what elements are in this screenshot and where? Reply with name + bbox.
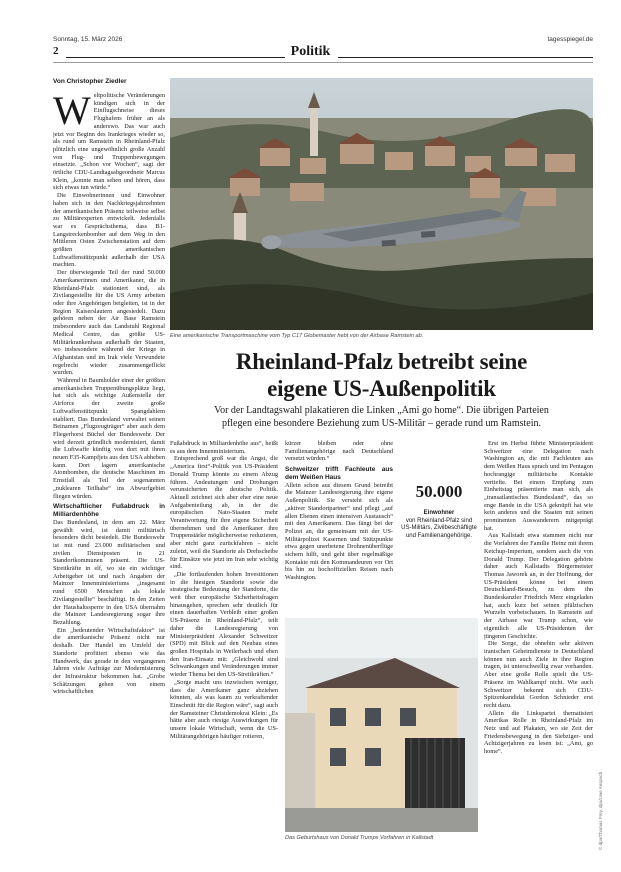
article-column-4 xyxy=(484,440,593,852)
site-name: tagesspiegel.de xyxy=(547,36,593,43)
article-column-2 xyxy=(170,440,278,852)
article-paragraph: „Die fortlaufenden hohen Investitionen in die hiesigen Standorte sowie die strategische Bedeutung der Standorte, die weit über europäische Sicherheitsfragen hinausgehen, sprechen sehr deutlich für einen dauerhaften Verbleib einer großen US-Präsenz in Rheinland-Pfalz“, teilt daher die Landesregierung von Ministerpräsident Alexander Schweitzer (SPD) mit Blick auf den Neubau eines großen Hospitals in Weilerbach und eben den Iran-Einsatz mit: „Gleichwohl sind Schwankungen und Veränderungen immer wieder Thema bei den US-Streitkräften.“ xyxy=(170,570,278,679)
house-photo xyxy=(285,618,478,832)
infobox-text: von Rheinland-Pfalz sind US-Militärs, Zivilbeschäftigte und Familienangehörige. xyxy=(401,518,477,539)
top-photo-caption: Eine amerikanische Transportmaschine vom Typ C17 Globemaster hebt von der Airbase Ramstein ab. xyxy=(170,333,424,339)
issue-date: Sonntag, 15. März 2026 xyxy=(53,36,123,43)
author-byline: Von Christopher Ziedler xyxy=(53,78,127,85)
article-paragraph: „Sorge macht uns inzwischen weniger, dass die Amerikaner ganz abziehen könnten, als was kaum zu verkraftender Einschnitt für die Region wäre“, sagt auch der Ramsteiner Christdemokrat Klein: „Es hätte aber auch riesige Auswirkungen für unsere lokale Wirtschaft, wenn die US-Militärangehörigen häufiger rotieren, xyxy=(170,678,278,740)
header-rule-right xyxy=(338,57,593,58)
article-intro: eltpolitische Veränderungen kündigen sich in der Einflugschneise dieses Flughafens früher an als anderswo. Das war auch jetzt vor Beginn des Irankrieges wieder so, als rund um Ramstein in Rheinland-Pfalz plötzlich eine ungewöhnlich große Anzahl von Flug- und Truppenbewegungen einsetzte. „Schon vor Wochen“, sagt der örtliche CDU-Landtagsabgeordnete Marcus Klein, „konnte man sehen und hören, dass sich etwas tun würde.“ xyxy=(53,92,165,192)
article-paragraph: Während in Baumholder einer der größten amerikanischen Truppenübungsplätze liegt, hat sich als wichtige Außenstelle der Airforce der zweite große Luftwaffenstützpunkt Spangdahlem etabliert. Das Bundesland verwaltet seinen Beinamen „Flugzeugträger“ aber auch dem Fliegerhorst Büchel der Bundeswehr. Der wird derzeit gründlich modernisiert, damit die Luftwaffe künftig von dort mit ihren neuen F35-Kampfjets aus den USA abheben kann. Dort lagern amerikanische Atombomben, die deutsche Maschinen im Ernstfall als Teil der sogenannten „nuklearen Teilhabe“ ins Abwurfgebiet fliegen würden. xyxy=(53,377,165,500)
article-paragraph: Entsprechend groß war die Angst, die „America first“-Politik von US-Präsident Donald Trump könnte zu einem Abzug führen. Andeutungen und Drohungen verunsicherten die deutsche Politik. Aktuell zeichnet sich aber eher eine neue Aufgabenteilung ab, in der die europäischen Nato-Staaten mehr Verantwortung für ihre eigene Sicherheit übernehmen und die Amerikaner ihre Truppenstärke möglicherweise reduzieren, aber nicht ganz zurückfahren – nicht zuletzt, weil die Standorte als Drehscheibe für Einsätze wie jetzt im Iran sehr wichtig sind. xyxy=(170,455,278,571)
article-paragraph: Erst im Herbst führte Ministerpräsident Schweitzer eine Delegation nach Washington an, die mit Fachleuten aus dem Weißen Haus sprach und im Pentagon hochrangige militärische Kontakte vertiefte. Bei einem Empfang zum Einheitstag präsentierte man sich, als „transatlantisches Bundesland“, das so enge Bande in die USA geknüpft hat wie kein anderes und die Staaten mit seinen prominenten Auswanderern mitgeprägt hat. xyxy=(484,440,593,532)
header-rule-left xyxy=(66,57,285,58)
infobox-label: Einwohner xyxy=(423,510,455,516)
headline-line-2: eigene US-Außenpolitik xyxy=(267,376,496,401)
headline-line-1: Rheinland-Pfalz betreibt seine xyxy=(235,349,528,374)
article-paragraph: Die Einwohnerinnen und Einwohner haben sich in den Nachkriegsjahrzehnten der amerikanischen Präsenz teilweise selbst zu Militärexperten entwickelt. Jedenfalls war es Gesprächsthema, dass B1-Langstreckenbomber auf dem Weg in den Mittleren Osten Zwischenstation auf dem größten amerikanischen Luftwaffenstützpunkt außerhalb der USA machten. xyxy=(53,192,165,269)
article-paragraph: Fußabdruck in Milliardenhöhe aus“, heißt es aus dem Innenministerium. xyxy=(170,440,278,455)
bottom-photo-caption: Das Geburtshaus von Donald Trumps Vorfahren in Kallstadt xyxy=(285,835,434,841)
article-paragraph: Ein „bedeutender Wirtschaftsfaktor“ ist die amerikanische Präsenz nicht nur deshalb. Der Handel im Umfeld der Standorte profitiert ebenso wie das Handwerk, das gerade in den vergangenen Jahren viele Aufträge zur Modernisierung der Infrastruktur bekommen hat. „Grobe Schätzungen gehen von einem wirtschaftlichen xyxy=(53,626,165,696)
deck-line-1: Vor der Landtagswahl plakatieren die Linken „Ami go home“. Die übrigen Parteien xyxy=(214,405,549,416)
article-paragraph: Die Sorge, die ohnehin sehr aktiven iranischen Geheimdienste in Deutschland können nun auch Ziele in ihre Region tragen, ist unterschwellig zwar vorhanden. Aber eine große Rolle spielt die US-Präsenz im Wahlkampf nicht. Wie auch Schweitzer bekennt sich CDU-Spitzenkandidat Gordon Schnieder erst recht dazu. xyxy=(484,640,593,709)
article-paragraph: Das Bundesland, in dem am 22. März gewählt wird, ist damit militärisch besonders dicht besiedelt. Die Bundeswehr ist mit rund 23.000 militärischen und zivilen Dienstposten in 21 Standortkommunen präsent. Die US-Streitkräfte in elf, wo sie ein wichtiger Arbeitgeber ist und nach Angaben der Mainzer Innenministeriums „insgesamt rund 6500 Menschen als lokale Zivilangestellte“ beschäftigt. In den Zeiten der Haushaltssperre in den USA übernahm die Mainzer Landesregierung sogar ihre Bezahlung. xyxy=(53,518,165,626)
subheading-wirtschaft: Wirtschaftlicher Fußabdruck in Milliardenhöhe xyxy=(53,503,165,519)
article-paragraph: kürzer bleiben oder ohne Familienangehörige nach Deutschland versetzt würden.“ xyxy=(285,440,393,463)
page-number: 2 xyxy=(53,45,59,57)
header-rule-bottom xyxy=(53,62,593,63)
deck-line-2: pflegen eine besondere Beziehung zum US-Militär – gerade rund um Ramstein. xyxy=(221,417,542,429)
article-paragraph: Allein die Linkspartei thematisiert Amerikas Rolle in Rheinland-Pfalz im Netz und auf Plakaten, wo sie Zeit der Friedensbewegung in den Siebziger- und Achtzigerjahren zu lesen ist: „Ami, go home“. xyxy=(484,709,593,756)
article-paragraph: Der überwiegende Teil der rund 50.000 Amerikanerinnen und Amerikaner, die in Rheinland-Pfalz stationiert sind, als Zivilangestellte für die US Army arbeiten oder ihre Angehörigen beigleiten, ist in der Region Kaiserslautern angesiedelt. Dazu gehören neben der Air Base Ramstein insbesondere auch das Landstuhl Regional Medical Centre, das größte US-Militärkrankenhaus außerhalb der Staaten, wo insbesondere während der Kriege in Afghanistan und im Irak viele Verwundete regelrecht wieder zusammengeflickt wurden. xyxy=(53,269,165,377)
section-title: Politik xyxy=(290,44,331,59)
article-paragraph: Allein schon aus diesem Grund betreibt die Mainzer Landesregierung ihre eigene Außenpolitik. Sie versteht sich als „aktiver Standortpartner“ und pflegt „auf allen Ebenen einen intensiven Austausch“ mit den Amerikanern. Das fängt bei der Polizei an, die gemeinsam mit der US-Militärpolizei Kasernen und Stützpunkte etwa gegen unerbetene Drohnenüberflüge sichern hilft, und geht über regelmäßige Kontakte mit den Kommandeuren vor Ort bis hin zu hochoffiziellen Reisen nach Washington. xyxy=(285,481,393,582)
infobox xyxy=(400,440,478,610)
deck xyxy=(170,405,593,430)
subheading-schweitzer: Schweitzer trifft Fachleute aus dem Weißen Haus xyxy=(285,466,393,481)
article-paragraph: Aus Kallstadt etwa stammen nicht nur die Vorfahren der Familie Heinz mit ihrem Ketchup-Imperium, sondern auch die von Donald Trump. Der Delegation gehörte daher auch Kallstadts Bürgermeister Thomas Jaworek an, in der Hoffnung, der US-Präsident könne bei einem Deutschland-Besuch, zu dem ihn Bundeskanzler Friedrich Merz eingeladen hat, auch kurz bei seinen pfälzischen Wurzeln vorbeischauen. In Ramstein auf der Airbase war Trump schon, wie eigentlich alle US-Präsidenten der jüngeren Geschichte. xyxy=(484,532,593,640)
article-column-1 xyxy=(53,92,165,852)
headline xyxy=(170,348,593,402)
article-column-3 xyxy=(285,440,393,608)
infobox-number: 50.000 xyxy=(415,482,463,501)
photo-credit: © dpa/Thomas Frey, dpa/Uwe Anspach xyxy=(598,771,603,850)
dropcap: W xyxy=(53,92,91,133)
airplane-photo xyxy=(170,78,593,330)
